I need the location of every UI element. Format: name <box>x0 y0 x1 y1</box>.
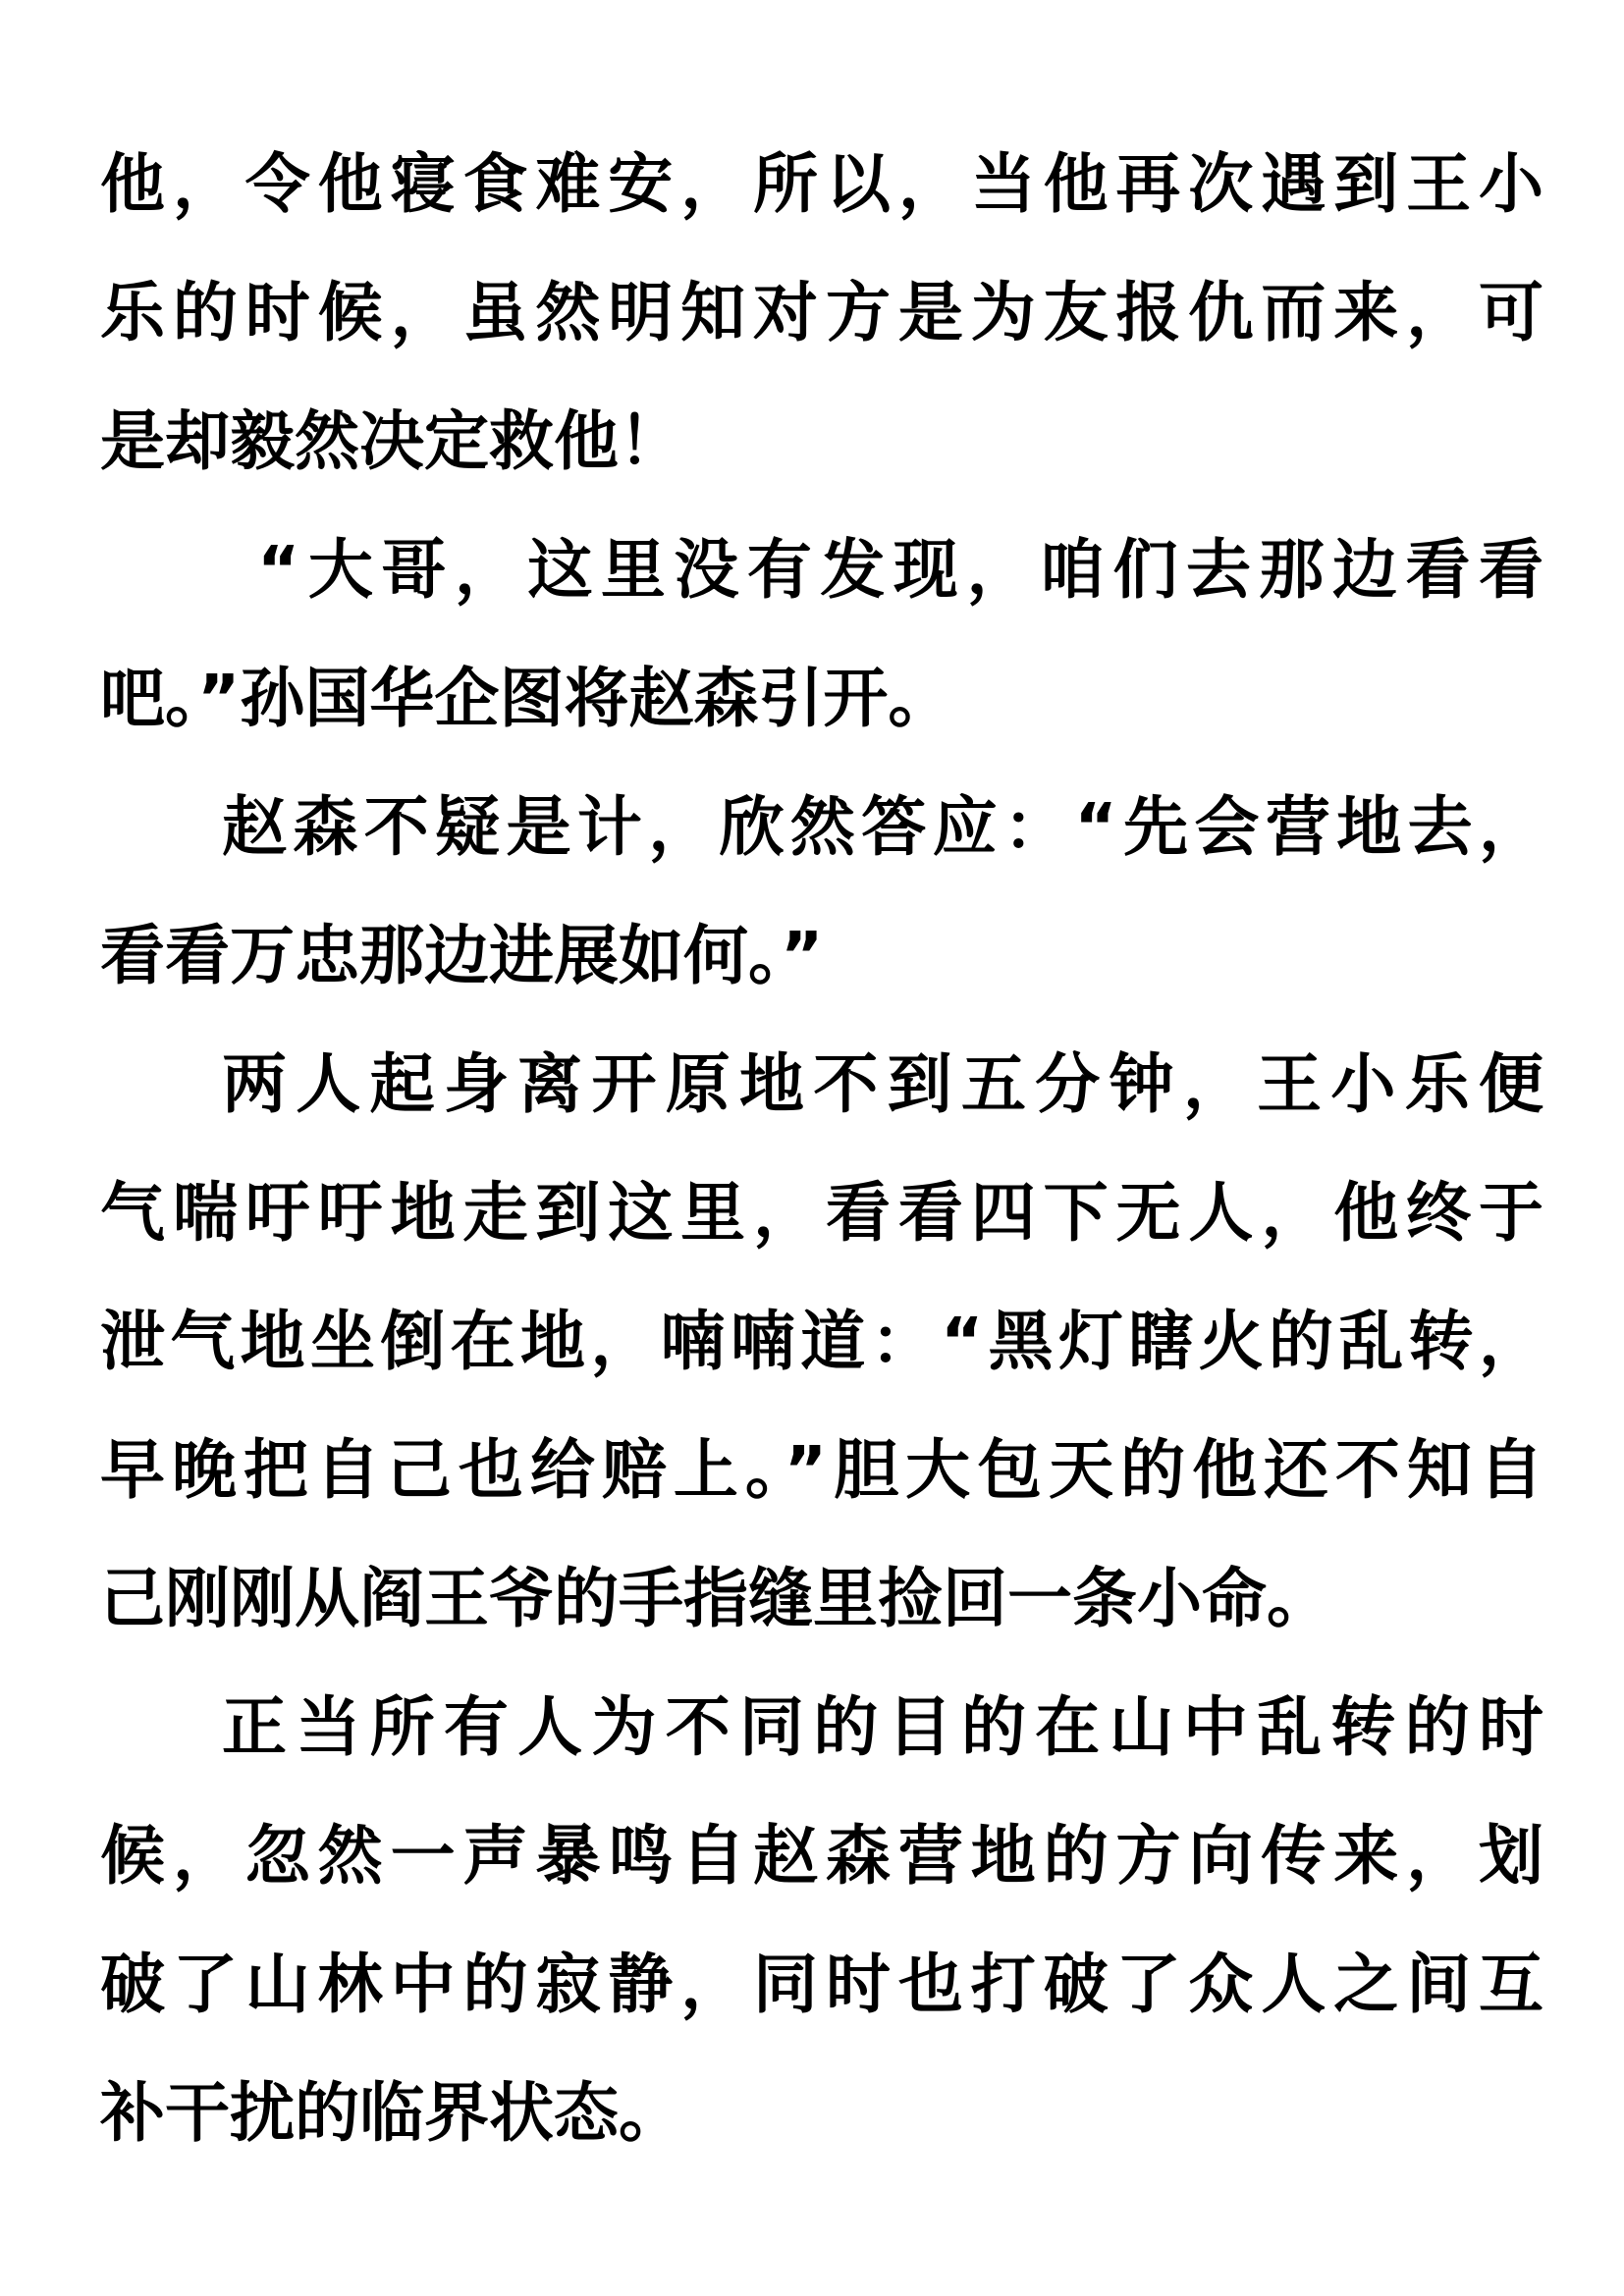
text-line: 候，忽然一声暴鸣自赵森营地的方向传来，划 <box>100 1818 1543 1894</box>
paragraph-4 <box>100 1020 1543 1663</box>
text-line: 他，令他寝食难安，所以，当他再次遇到王小 <box>100 146 1543 222</box>
text-line: “大哥，这里没有发现，咱们去那边看看 <box>257 532 1543 608</box>
novel-text-body <box>100 120 1543 2177</box>
text-line: 破了山林中的寂静，同时也打破了众人之间互 <box>100 1947 1543 2022</box>
text-line: 己刚刚从阎王爷的手指缝里捡回一条小命。 <box>100 1561 1331 1636</box>
paragraph-1 <box>100 120 1543 506</box>
paragraph-5 <box>100 1663 1543 2177</box>
text-line: 早晚把自己也给赔上。”胆大包天的他还不知自 <box>100 1432 1543 1508</box>
text-line: 补干扰的临界状态。 <box>100 2075 683 2151</box>
text-line: 吧。”孙国华企图将赵森引开。 <box>100 661 953 736</box>
text-line: 看看万忠那边进展如何。” <box>100 918 824 993</box>
text-line: 泄气地坐倒在地，喃喃道：“黑灯瞎火的乱转， <box>100 1304 1543 1379</box>
text-line: 两人起身离开原地不到五分钟，王小乐便 <box>222 1046 1543 1122</box>
text-line: 乐的时候，虽然明知对方是为友报仇而来，可 <box>100 275 1543 350</box>
paragraph-2 <box>100 506 1543 763</box>
text-line: 是却毅然决定救他！ <box>100 403 683 479</box>
text-line: 赵森不疑是计，欣然答应：“先会营地去， <box>222 789 1543 865</box>
paragraph-3 <box>100 763 1543 1020</box>
text-line: 正当所有人为不同的目的在山中乱转的时 <box>222 1689 1543 1765</box>
text-line: 气喘吁吁地走到这里，看看四下无人，他终于 <box>100 1175 1543 1251</box>
